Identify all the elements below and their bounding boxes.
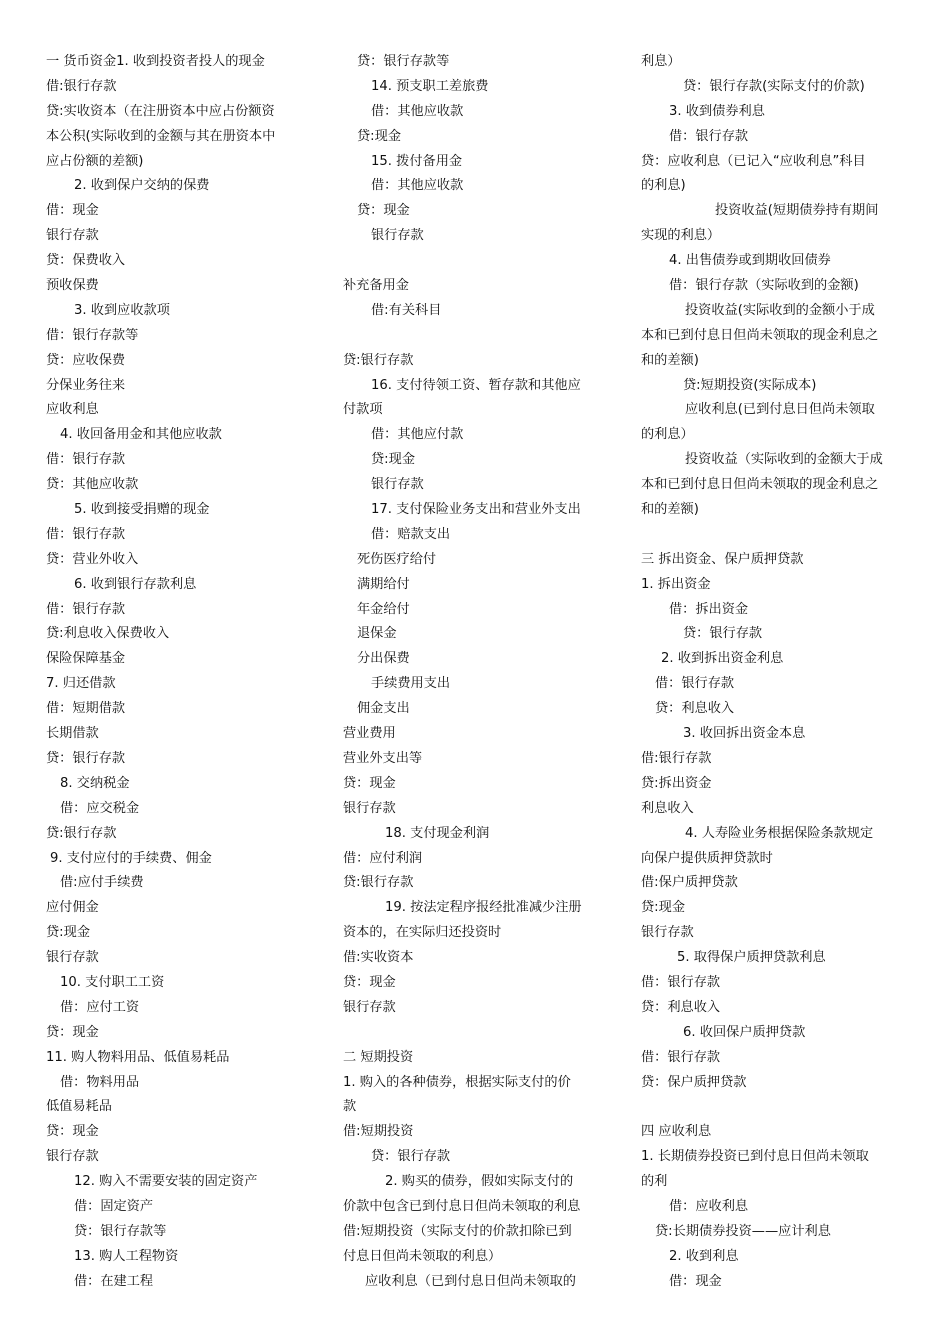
text-line: 银行存款 xyxy=(46,228,99,244)
text-line: 贷:实收资本（在注册资本中应占份额资 xyxy=(46,103,275,119)
text-line: 应收利息(已到付息日但尚未领取 xyxy=(685,402,875,418)
text-line: 实现的利息） xyxy=(641,228,721,244)
column-2 xyxy=(343,50,611,1295)
text-line: 借:银行存款 xyxy=(46,78,117,94)
text-line: 利息） xyxy=(641,54,681,69)
text-line: 银行存款 xyxy=(371,477,424,493)
text-line: 分出保费 xyxy=(357,651,410,667)
text-line: 借：应交税金 xyxy=(60,800,140,816)
text-line: 贷:长期债券投资——应计利息 xyxy=(655,1223,831,1239)
text-line: 2. 收到利息 xyxy=(669,1248,739,1264)
column-3 xyxy=(641,50,909,1295)
text-line: 贷:现金 xyxy=(641,900,686,916)
text-line: 贷:现金 xyxy=(357,128,402,144)
text-line: 借：拆出资金 xyxy=(669,601,749,617)
text-line: 贷：现金 xyxy=(46,1024,99,1040)
text-line: 款 xyxy=(343,1099,357,1115)
text-line: 贷：银行存款 xyxy=(683,626,763,642)
text-line: 满期给付 xyxy=(357,576,410,592)
text-line: 贷：银行存款(实际支付的价款) xyxy=(683,78,865,94)
text-line: 15. 拨付备用金 xyxy=(371,153,463,169)
text-line: 本和已到付息日但尚未领取的现金利息之 xyxy=(641,477,879,493)
text-line: 银行存款 xyxy=(343,999,396,1015)
text-line: 2. 收到拆出资金利息 xyxy=(661,651,784,667)
text-line xyxy=(343,249,611,274)
text-line: 3. 收到应收款项 xyxy=(74,302,170,318)
text-line: 4. 人寿险业务根据保险条款规定 xyxy=(685,825,874,841)
text-line: 贷：现金 xyxy=(343,974,396,990)
text-line: 借：其他应付款 xyxy=(371,427,464,443)
text-line: 一 货币资金1. 收到投资者投人的现金 xyxy=(46,54,265,69)
text-line: 借：其他应收款 xyxy=(371,103,464,119)
text-line: 应收利息 xyxy=(46,402,99,418)
text-line: 价款中包含已到付息日但尚未领取的利息 xyxy=(343,1198,581,1214)
text-line: 1. 购入的各种债券，根据实际支付的价 xyxy=(343,1074,571,1090)
text-line: 应收利息（已到付息日但尚未领取的 xyxy=(365,1273,576,1289)
text-line: 贷：银行存款等 xyxy=(357,54,450,69)
text-line: 4. 出售债券或到期收回债券 xyxy=(669,253,831,269)
text-line: 5. 取得保户质押贷款利息 xyxy=(677,950,826,966)
text-line: 贷:现金 xyxy=(371,452,416,468)
text-line: 银行存款 xyxy=(46,1149,99,1165)
text-line: 借：应付利润 xyxy=(343,850,423,866)
text-line: 保险保障基金 xyxy=(46,651,126,667)
text-line: 营业外支出等 xyxy=(343,750,423,766)
text-line: 低值易耗品 xyxy=(46,1099,112,1115)
text-line: 借：短期借款 xyxy=(46,701,126,717)
text-line: 贷：银行存款 xyxy=(46,750,126,766)
text-line: 本和已到付息日但尚未领取的现金利息之 xyxy=(641,327,879,343)
text-line: 营业费用 xyxy=(343,726,396,742)
text-line: 长期借款 xyxy=(46,726,99,742)
text-line: 贷:银行存款 xyxy=(343,875,414,891)
text-line: 借:有关科目 xyxy=(371,302,442,318)
column-1 xyxy=(46,50,314,1295)
text-line: 投资收益(短期债券持有期间 xyxy=(715,203,879,219)
text-line: 借：银行存款 xyxy=(46,601,126,617)
text-line: 14. 预支职工差旅费 xyxy=(371,78,489,94)
text-line: 6. 收到银行存款利息 xyxy=(74,576,197,592)
text-line: 退保金 xyxy=(357,626,397,642)
text-line: 贷：保户质押贷款 xyxy=(641,1074,747,1090)
text-line: 贷：银行存款 xyxy=(371,1149,451,1165)
text-line: 16. 支付待领工资、暂存款和其他应 xyxy=(371,377,581,393)
text-line: 8. 交纳税金 xyxy=(60,775,130,791)
text-line: 借:实收资本 xyxy=(343,950,414,966)
text-line xyxy=(641,1095,909,1120)
text-line: 佣金支出 xyxy=(357,701,410,717)
text-line: 借：赔款支出 xyxy=(371,526,451,542)
text-line: 6. 收回保户质押贷款 xyxy=(683,1024,806,1040)
text-line: 贷：应收利息（已记入“应收利息”科目 xyxy=(641,153,866,169)
text-line: 付款项 xyxy=(343,402,383,418)
text-line: 10. 支付职工工资 xyxy=(60,974,165,990)
text-line: 借:银行存款 xyxy=(641,750,712,766)
text-line: 借：银行存款 xyxy=(655,676,735,692)
text-line: 和的差额) xyxy=(641,502,699,518)
text-line: 13. 购人工程物资 xyxy=(74,1248,179,1264)
text-line: 贷：现金 xyxy=(343,775,396,791)
text-line: 借：银行存款（实际收到的金额) xyxy=(669,278,859,294)
text-line: 贷：营业外收入 xyxy=(46,551,139,567)
text-line: 死伤医疗给付 xyxy=(357,551,437,567)
text-line: 借：在建工程 xyxy=(74,1273,154,1289)
text-line: 贷：其他应收款 xyxy=(46,477,139,493)
text-line: 借：银行存款 xyxy=(669,128,749,144)
text-line: 应占份额的差额) xyxy=(46,153,144,169)
text-line: 12. 购入不需要安装的固定资产 xyxy=(74,1174,258,1190)
text-line: 和的差额) xyxy=(641,352,699,368)
text-line: 3. 收回拆出资金本息 xyxy=(683,726,806,742)
text-line xyxy=(641,523,909,548)
text-line: 的利 xyxy=(641,1174,668,1190)
text-line: 1. 长期债券投资已到付息日但尚未领取 xyxy=(641,1149,869,1165)
text-line: 手续费用支出 xyxy=(371,676,451,692)
text-line: 5. 收到接受捐赠的现金 xyxy=(74,502,210,518)
text-line: 借：固定资产 xyxy=(74,1198,154,1214)
text-line: 贷：保费收入 xyxy=(46,253,126,269)
text-line: 银行存款 xyxy=(46,950,99,966)
text-line: 借：银行存款 xyxy=(641,974,721,990)
text-line: 四 应收利息 xyxy=(641,1124,712,1140)
text-line: 应付佣金 xyxy=(46,900,99,916)
text-line: 银行存款 xyxy=(641,925,694,941)
text-line: 借:短期投资（实际支付的价款扣除已到 xyxy=(343,1223,572,1239)
text-line: 2. 收到保户交纳的保费 xyxy=(74,178,210,194)
text-line: 补充备用金 xyxy=(343,278,409,294)
text-line: 2. 购买的债券，假如实际支付的 xyxy=(385,1174,574,1190)
text-line: 本公积(实际收到的金额与其在册资本中 xyxy=(46,128,276,144)
text-line: 19. 按法定程序报经批准减少注册 xyxy=(385,900,582,916)
text-line: 预收保费 xyxy=(46,278,99,294)
text-line: 年金给付 xyxy=(357,601,410,617)
text-line: 分保业务往来 xyxy=(46,377,126,393)
text-line: 借：银行存款等 xyxy=(46,327,139,343)
text-line: 借：银行存款 xyxy=(641,1049,721,1065)
text-line: 借：物料用品 xyxy=(60,1074,140,1090)
text-line: 借:应付手续费 xyxy=(60,875,144,891)
text-line: 投资收益（实际收到的金额大于成 xyxy=(685,452,883,468)
text-line: 借：银行存款 xyxy=(46,452,126,468)
text-line: 贷：现金 xyxy=(357,203,410,219)
text-line: 17. 支付保险业务支出和营业外支出 xyxy=(371,502,581,518)
text-line: 贷:利息收入保费收入 xyxy=(46,626,170,642)
text-line: 银行存款 xyxy=(371,228,424,244)
text-line: 投资收益(实际收到的金额小于成 xyxy=(685,302,875,318)
text-line: 4. 收回备用金和其他应收款 xyxy=(60,427,222,443)
text-line: 7. 归还借款 xyxy=(46,676,116,692)
text-line: 贷:银行存款 xyxy=(46,825,117,841)
text-line: 借：现金 xyxy=(46,203,99,219)
text-line: 三 拆出资金、保户质押贷款 xyxy=(641,551,804,567)
text-line: 的利息) xyxy=(641,178,686,194)
text-line: 3. 收到债券利息 xyxy=(669,103,765,119)
text-line: 借：应付工资 xyxy=(60,999,140,1015)
text-line: 贷:短期投资(实际成本) xyxy=(683,377,817,393)
text-line: 向保户提供质押贷款时 xyxy=(641,850,773,866)
text-line: 的利息） xyxy=(641,427,694,443)
text-line: 1. 拆出资金 xyxy=(641,576,711,592)
text-line: 借:保户质押贷款 xyxy=(641,875,738,891)
text-line: 贷:银行存款 xyxy=(343,352,414,368)
text-line xyxy=(343,324,611,349)
text-line: 贷:现金 xyxy=(46,925,91,941)
text-line: 二 短期投资 xyxy=(343,1049,414,1065)
text-line: 银行存款 xyxy=(343,800,396,816)
text-line: 资本的，在实际归还投资时 xyxy=(343,925,502,941)
text-line: 贷：利息收入 xyxy=(655,701,735,717)
text-line: 11. 购人物料用品、低值易耗品 xyxy=(46,1049,230,1065)
text-line: 18. 支付现金利润 xyxy=(385,825,490,841)
text-line: 贷:拆出资金 xyxy=(641,775,712,791)
text-line: 付息日但尚未领取的利息） xyxy=(343,1248,502,1264)
text-line: 贷：现金 xyxy=(46,1124,99,1140)
text-line: 利息收入 xyxy=(641,800,694,816)
text-line: 贷：利息收入 xyxy=(641,999,721,1015)
text-line: 借：银行存款 xyxy=(46,526,126,542)
text-line: 借：其他应收款 xyxy=(371,178,464,194)
text-line xyxy=(343,1021,611,1046)
text-line: 贷：银行存款等 xyxy=(74,1223,167,1239)
text-line: 借：现金 xyxy=(669,1273,722,1289)
text-line: 借:短期投资 xyxy=(343,1124,414,1140)
text-line: 借：应收利息 xyxy=(669,1198,749,1214)
text-line: 9. 支付应付的手续费、佣金 xyxy=(50,850,212,866)
text-line: 贷：应收保费 xyxy=(46,352,126,368)
